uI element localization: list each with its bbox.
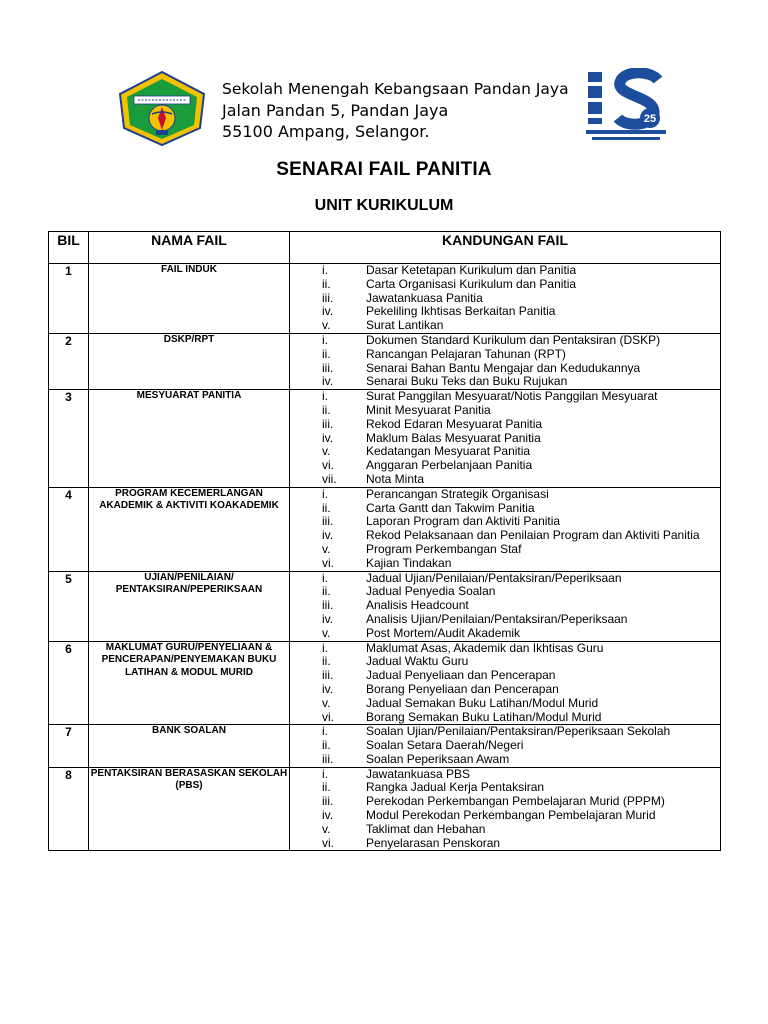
content-item (290, 543, 720, 557)
content-item-text: Senarai Buku Teks dan Buku Rujukan (366, 374, 568, 389)
content-item-text: Dasar Ketetapan Kurikulum dan Panitia (366, 263, 577, 277)
content-item (290, 529, 720, 543)
content-item (290, 264, 720, 278)
header-nama-fail: NAMA FAIL (89, 232, 290, 264)
content-item-text: Rekod Edaran Mesyuarat Panitia (366, 416, 543, 431)
content-item (290, 348, 720, 362)
file-name: DSKP/RPT (89, 333, 290, 389)
school-name: Sekolah Menengah Kebangsaan Pandan Jaya (222, 80, 569, 98)
content-item (290, 459, 720, 473)
content-item-text: Carta Organisasi Kurikulum dan Panitia (366, 276, 577, 291)
content-item-text: Post Mortem/Audit Akademik (366, 625, 521, 640)
file-contents (290, 390, 721, 488)
content-item-number: iv. (322, 374, 334, 389)
table-row (49, 641, 721, 725)
content-item (290, 502, 720, 516)
content-item-number: v. (322, 541, 331, 556)
file-contents (290, 641, 721, 725)
content-item-text: Jadual Ujian/Penilaian/Pentaksiran/Peperiksaan (366, 570, 622, 585)
content-item (290, 557, 720, 571)
content-item-number: ii. (322, 276, 331, 291)
content-item-number: v. (322, 318, 331, 333)
content-item-text: Nota Minta (366, 471, 425, 486)
row-number: 1 (49, 264, 89, 334)
content-item-number: ii. (322, 402, 331, 417)
content-item-number: iv. (322, 681, 334, 696)
content-item-number: iv. (322, 304, 334, 319)
table-header-row (49, 232, 721, 264)
content-item (290, 305, 720, 319)
content-item-number: iii. (322, 514, 334, 529)
content-item (290, 711, 720, 725)
content-item (290, 781, 720, 795)
file-name: PENTAKSIRAN BERASASKAN SEKOLAH (PBS) (89, 767, 290, 851)
content-item (290, 739, 720, 753)
row-number: 2 (49, 333, 89, 389)
content-item (290, 404, 720, 418)
content-item (290, 613, 720, 627)
content-item-number: vii. (322, 471, 337, 486)
content-item-text: Dokumen Standard Kurikulum dan Pentaksiran (DSKP) (366, 332, 661, 347)
content-item (290, 445, 720, 459)
table-row (49, 725, 721, 767)
content-item-text: Soalan Peperiksaan Awam (366, 751, 510, 766)
content-item-text: Penyelarasan Penskoran (366, 835, 501, 850)
content-item-number: ii. (322, 584, 331, 599)
content-item (290, 362, 720, 376)
file-contents (290, 487, 721, 571)
file-contents (290, 264, 721, 334)
file-contents (290, 725, 721, 767)
content-item-text: Jadual Penyeliaan dan Pencerapan (366, 668, 556, 683)
content-item-text: Minit Mesyuarat Panitia (366, 402, 491, 417)
content-item-number: iv. (322, 808, 334, 823)
content-item (290, 585, 720, 599)
file-name: BANK SOALAN (89, 725, 290, 767)
content-item-number: vi. (322, 709, 334, 724)
content-item-text: Laporan Program dan Aktiviti Panitia (366, 514, 561, 529)
content-item-number: ii. (322, 738, 331, 753)
table-row (49, 487, 721, 571)
content-item-number: i. (322, 263, 328, 277)
content-item-number: i. (322, 640, 328, 655)
content-item-text: Rangka Jadual Kerja Pentaksiran (366, 780, 545, 795)
school-crest-icon (118, 70, 206, 146)
content-item-number: v. (322, 695, 331, 710)
content-item-text: Anggaran Perbelanjaan Panitia (366, 458, 533, 473)
content-item (290, 278, 720, 292)
content-item-text: Maklum Balas Mesyuarat Panitia (366, 430, 541, 445)
svg-text:25: 25 (643, 113, 657, 125)
content-item-text: Perekodan Perkembangan Pembelajaran Murid (PPPM) (366, 794, 665, 809)
file-name: MAKLUMAT GURU/PENYELIAAN & PENCERAPAN/PENYEMAKAN BUKU LATIHAN & MODUL MURID (89, 641, 290, 725)
content-item-text: Carta Gantt dan Takwim Panitia (366, 500, 535, 515)
content-item-text: Borang Penyeliaan dan Pencerapan (366, 681, 559, 696)
content-item-text: Jawatankuasa PBS (366, 766, 471, 781)
school-header (222, 79, 569, 142)
content-item-text: Jawatankuasa Panitia (366, 290, 483, 305)
row-number: 3 (49, 390, 89, 488)
row-number: 8 (49, 767, 89, 851)
content-item-text: Borang Semakan Buku Latihan/Modul Murid (366, 709, 602, 724)
row-number: 6 (49, 641, 89, 725)
page-subtitle: UNIT KURIKULUM (314, 197, 454, 214)
content-item (290, 795, 720, 809)
file-contents (290, 571, 721, 641)
file-contents (290, 767, 721, 851)
content-item-number: v. (322, 821, 331, 836)
content-item-number: ii. (322, 780, 331, 795)
content-item-text: Analisis Ujian/Penilaian/Pentaksiran/Peperiksaan (366, 611, 628, 626)
content-item-number: i. (322, 389, 328, 404)
content-item (290, 823, 720, 837)
row-number: 7 (49, 725, 89, 767)
content-item-text: Rekod Pelaksanaan dan Penilaian Program dan Aktiviti Panitia (366, 528, 700, 543)
content-item-number: vi. (322, 458, 334, 473)
ts25-program-logo-icon (584, 68, 668, 146)
content-item-text: Rancangan Pelajaran Tahunan (RPT) (366, 346, 566, 361)
content-item (290, 334, 720, 348)
file-name: FAIL INDUK (89, 264, 290, 334)
content-item-number: iii. (322, 290, 334, 305)
content-item-number: vi. (322, 835, 334, 850)
content-item-number: iii. (322, 668, 334, 683)
content-item (290, 599, 720, 613)
table-row (49, 571, 721, 641)
content-item-text: Soalan Setara Daerah/Negeri (366, 738, 524, 753)
content-item (290, 683, 720, 697)
file-list-table (48, 231, 721, 851)
content-item-text: Pekeliling Ikhtisas Berkaitan Panitia (366, 304, 556, 319)
file-name: MESYUARAT PANITIA (89, 390, 290, 488)
content-item (290, 642, 720, 656)
content-item-number: iii. (322, 360, 334, 375)
content-item-text: Soalan Ujian/Penilaian/Pentaksiran/Peperiksaan Sekolah (366, 724, 671, 739)
content-item-number: ii. (322, 346, 331, 361)
row-number: 5 (49, 571, 89, 641)
content-item (290, 375, 720, 389)
content-item (290, 697, 720, 711)
content-item (290, 627, 720, 641)
content-item (290, 432, 720, 446)
content-item-number: v. (322, 625, 331, 640)
content-item-text: Analisis Headcount (366, 598, 469, 613)
row-number: 4 (49, 487, 89, 571)
content-item-number: i. (322, 766, 328, 781)
content-item-number: ii. (322, 500, 331, 515)
content-item (290, 473, 720, 487)
file-name: PROGRAM KECEMERLANGAN AKADEMIK & AKTIVITI KOAKADEMIK (89, 487, 290, 571)
content-item-number: iv. (322, 528, 334, 543)
content-item (290, 292, 720, 306)
content-item-number: i. (322, 570, 328, 585)
school-address-line2: 55100 Ampang, Selangor. (222, 122, 430, 141)
content-item (290, 488, 720, 502)
content-item-text: Program Perkembangan Staf (366, 541, 522, 556)
content-item-number: vi. (322, 555, 334, 570)
content-item-number: iii. (322, 598, 334, 613)
table-row (49, 767, 721, 851)
content-item (290, 655, 720, 669)
content-item-number: iii. (322, 416, 334, 431)
content-item-number: iii. (322, 794, 334, 809)
content-item (290, 572, 720, 586)
content-item-text: Modul Perekodan Perkembangan Pembelajaran Murid (366, 808, 656, 823)
content-item-number: i. (322, 332, 328, 347)
table-row (49, 390, 721, 488)
content-item-text: Senarai Bahan Bantu Mengajar dan Kedudukannya (366, 360, 641, 375)
content-item (290, 418, 720, 432)
content-item-number: iii. (322, 751, 334, 766)
content-item-text: Jadual Waktu Guru (366, 654, 469, 669)
content-item (290, 809, 720, 823)
content-item-number: iv. (322, 611, 334, 626)
content-item (290, 837, 720, 851)
content-item-text: Kedatangan Mesyuarat Panitia (366, 444, 531, 459)
content-item-text: Jadual Penyedia Soalan (366, 584, 496, 599)
file-contents (290, 333, 721, 389)
header-bil: BIL (49, 232, 89, 264)
content-item-text: Perancangan Strategik Organisasi (366, 486, 549, 501)
content-item-text: Surat Panggilan Mesyuarat/Notis Panggilan Mesyuarat (366, 389, 658, 404)
table-row (49, 264, 721, 334)
content-item-text: Taklimat dan Hebahan (366, 821, 486, 836)
content-item-number: iv. (322, 430, 334, 445)
school-address-line1: Jalan Pandan 5, Pandan Jaya (222, 101, 449, 120)
content-item-number: i. (322, 724, 328, 739)
page-title: SENARAI FAIL PANITIA (276, 159, 492, 180)
content-item (290, 725, 720, 739)
content-item-number: i. (322, 486, 328, 501)
content-item (290, 669, 720, 683)
content-item-text: Maklumat Asas, Akademik dan Ikhtisas Guru (366, 640, 604, 655)
content-item-text: Jadual Semakan Buku Latihan/Modul Murid (366, 695, 599, 710)
header-kandungan-fail: KANDUNGAN FAIL (290, 232, 721, 264)
content-item-number: v. (322, 444, 331, 459)
content-item (290, 768, 720, 782)
content-item-text: Kajian Tindakan (366, 555, 452, 570)
content-item (290, 515, 720, 529)
table-row (49, 333, 721, 389)
content-item-text: Surat Lantikan (366, 318, 444, 333)
content-item (290, 753, 720, 767)
content-item (290, 390, 720, 404)
content-item (290, 319, 720, 333)
file-name: UJIAN/PENILAIAN/ PENTAKSIRAN/PEPERIKSAAN (89, 571, 290, 641)
content-item-number: ii. (322, 654, 331, 669)
